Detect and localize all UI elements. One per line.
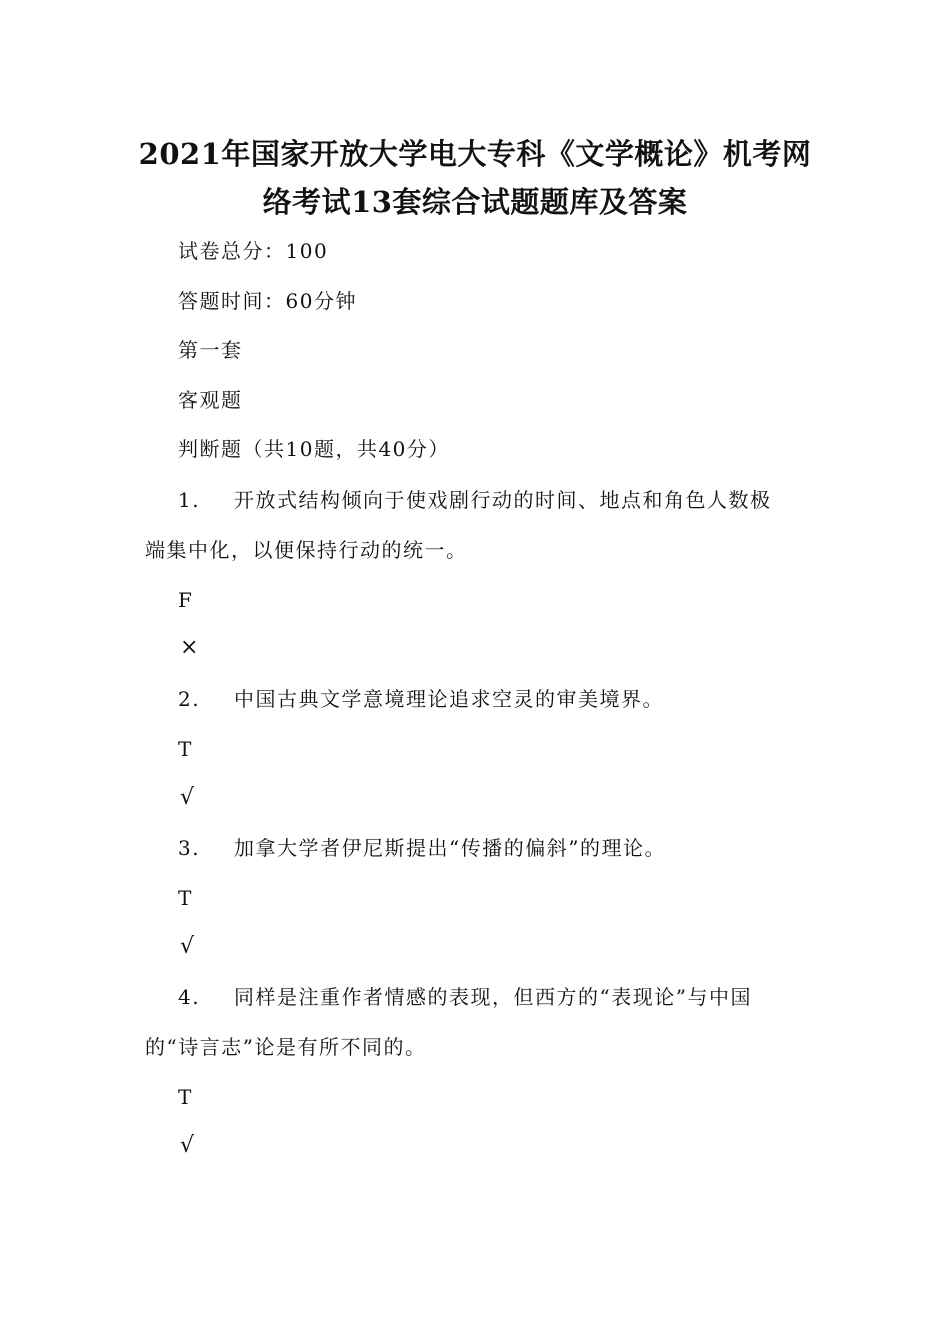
section-heading: 判断题（共10题，共40分）: [178, 437, 450, 461]
question-number: 3.: [178, 836, 201, 860]
question-number: 4.: [178, 985, 201, 1009]
question-number: 1.: [178, 488, 201, 512]
question-number: 2.: [178, 687, 201, 711]
total-score: 试卷总分：100: [178, 239, 329, 263]
question-4-continuation: 的“诗言志”论是有所不同的。: [145, 1035, 427, 1059]
question-3-answer: T: [178, 886, 193, 910]
question-1: [178, 486, 772, 514]
set-label: 第一套: [178, 338, 243, 362]
question-3-mark: √: [180, 934, 196, 959]
question-1-mark: ×: [180, 635, 200, 660]
question-2: [178, 685, 664, 713]
section-type: 客观题: [178, 388, 243, 412]
document-title-line-2: 络考试13套综合试题题库及答案: [262, 185, 688, 219]
question-text: 开放式结构倾向于使戏剧行动的时间、地点和角色人数极: [234, 488, 772, 512]
question-1-answer: F: [178, 588, 194, 612]
question-3: [178, 834, 666, 862]
question-2-mark: √: [180, 785, 196, 810]
question-text: 加拿大学者伊尼斯提出“传播的偏斜”的理论。: [234, 836, 666, 860]
question-text: 同样是注重作者情感的表现，但西方的“表现论”与中国: [234, 985, 752, 1009]
question-1-continuation: 端集中化，以便保持行动的统一。: [145, 538, 468, 562]
exam-duration: 答题时间：60分钟: [178, 289, 357, 313]
question-4-answer: T: [178, 1085, 193, 1109]
question-4-mark: √: [180, 1133, 196, 1158]
question-4: [178, 983, 752, 1011]
question-text: 中国古典文学意境理论追求空灵的审美境界。: [234, 687, 664, 711]
question-2-answer: T: [178, 737, 193, 761]
document-title-line-1: 2021年国家开放大学电大专科《文学概论》机考网: [138, 137, 812, 171]
